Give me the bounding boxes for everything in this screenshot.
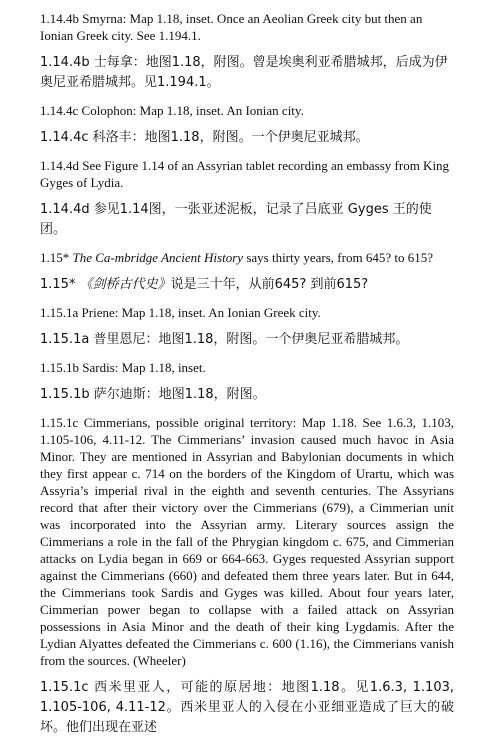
note-1-15-1c-zh: 1.15.1c 西米里亚人，可能的原居地：地图1.18。见1.6.3, 1.103, 1.105-106, 4.11-12。西米里亚人的入侵在小亚细亚造成了巨大的破坏。他们出现在亚述 bbox=[40, 680, 454, 735]
note-1-14-4d-en: 1.14.4d See Figure 1.14 of an Assyrian tablet recording an embassy from King Gyges of Lydia. bbox=[40, 158, 450, 190]
note-suffix: says thirty years, from 645? to 615? bbox=[243, 250, 433, 265]
note-prefix: 1.15* bbox=[40, 250, 73, 265]
note-1-15-1a-zh: 1.15.1a 普里恩尼：地图1.18，附图。一个伊奥尼亚希腊城邦。 bbox=[40, 332, 409, 347]
book-title: 《剑桥古代史》 bbox=[79, 277, 171, 292]
note-1-14-4b-zh: 1.14.4b 士每拿：地图1.18，附图。曾是埃奥利亚希腊城邦，后成为伊奥尼亚希腊城邦。见1.194.1。 bbox=[40, 55, 448, 90]
note-1-15-1c-en: 1.15.1c Cimmerians, possible original territory: Map 1.18. See 1.6.3, 1.103, 1.105-106, 4.11-12. The Cimmerians’ invasion caused much havoc in Asia Minor. They are mentioned in Assyrian and Babylonian documents in which they first appear c. 714 on the borders of the Kingdom of Urartu, which was Assyria’s imperial rival in the eighth and seventh centuries. The Assyrians record that after their victory over the Cimmerians (679), a Cimmerian unit was incorporated into the Assyrian army. Literary sources assign the Cimmerians a role in the fall of the Phrygian kingdom c. 675, and Cimmerian attacks on Lydia began in 669 or 664-663. Gyges requested Assyrian support against the Cimmerians (660) and defeated them three years later. But in 644, the Cimmerians took Sardis and Gyges was killed. About four years later, Cimmerian power began to collapse with a failed attack on Assyrian possessions in Asia Minor and the death of their king Lygdamis. After the Lydian Alyattes defeated the Cimmerians c. 600 (1.16), the Cimmerians vanish from the sources. (Wheeler) bbox=[40, 415, 454, 668]
note-1-14-4b-en: 1.14.4b Smyrna: Map 1.18, inset. Once an Aeolian Greek city but then an Ionian Greek city. See 1.194.1. bbox=[40, 11, 423, 43]
note-1-14-4c-en: 1.14.4c Colophon: Map 1.18, inset. An Ionian city. bbox=[40, 103, 304, 118]
note-prefix: 1.15* bbox=[40, 277, 80, 292]
note-1-15-1b-zh: 1.15.1b 萨尔迪斯：地图1.18，附图。 bbox=[40, 387, 266, 402]
note-1-14-4c-zh: 1.14.4c 科洛丰：地图1.18，附图。一个伊奥尼亚城邦。 bbox=[40, 130, 369, 145]
note-suffix: 说是三十年，从前645? 到前615? bbox=[170, 277, 369, 292]
note-1-15-1b-en: 1.15.1b Sardis: Map 1.18, inset. bbox=[40, 360, 206, 375]
note-1-15-1a-en: 1.15.1a Priene: Map 1.18, inset. An Ionian Greek city. bbox=[40, 305, 321, 320]
note-1-15-star-en bbox=[40, 249, 454, 266]
note-1-15-star-zh bbox=[40, 275, 454, 295]
note-1-14-4d-zh: 1.14.4d 参见1.14图，一张亚述泥板，记录了吕底亚 Gyges 王的使团。 bbox=[40, 202, 432, 237]
book-title: The Ca-mbridge Ancient History bbox=[72, 250, 244, 265]
